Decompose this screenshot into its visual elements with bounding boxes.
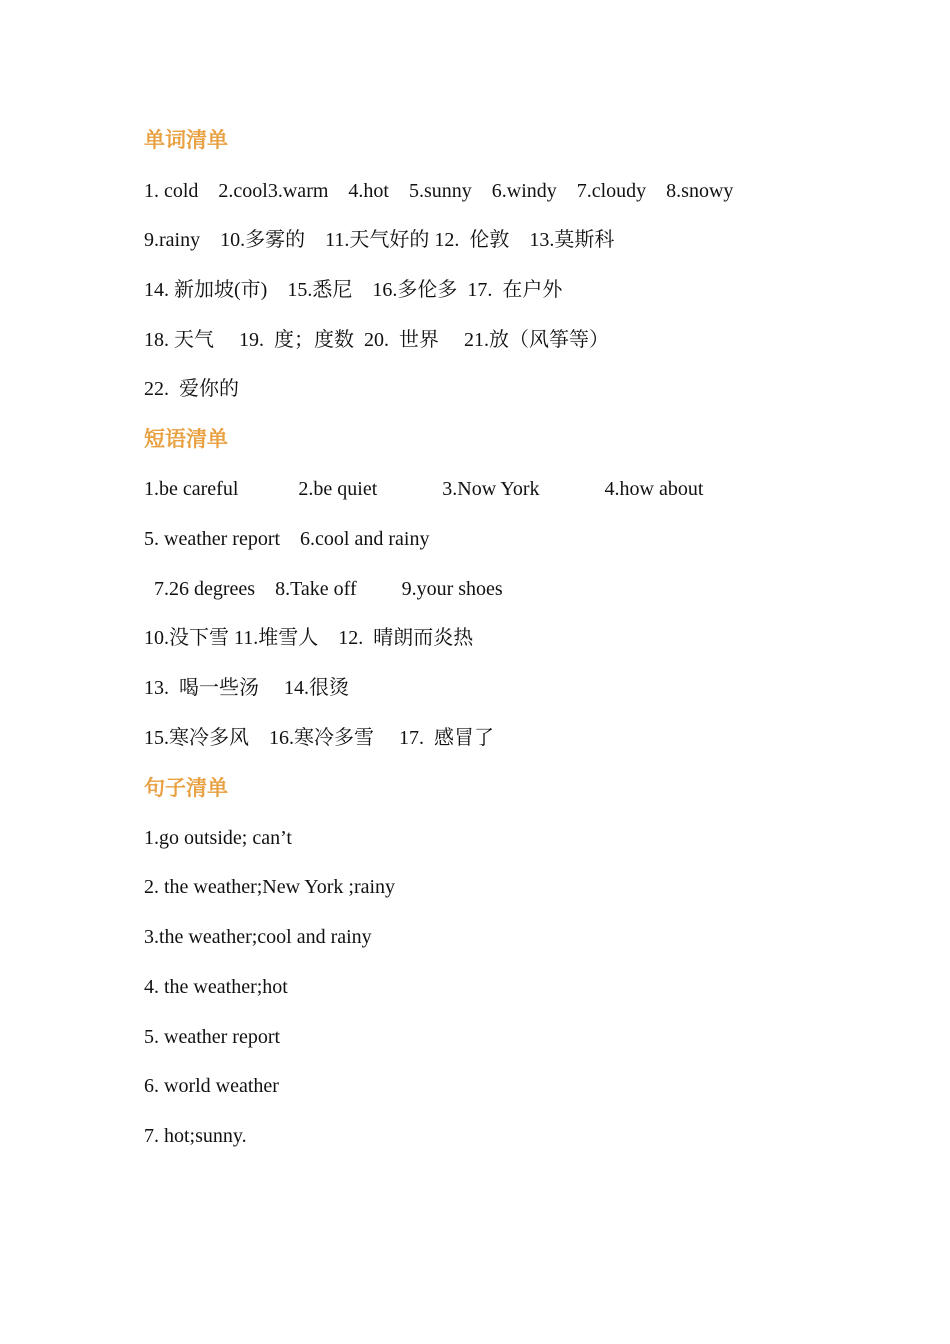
phrases-section-title: 短语清单 [144,427,228,451]
words-line-1: 1. cold 2.cool3.warm 4.hot 5.sunny 6.windy 7.cloudy 8.snowy [144,180,734,202]
phrases-line-4: 10.没下雪 11.堆雪人 12. 晴朗而炎热 [144,627,474,649]
words-line-2: 9.rainy 10.多雾的 11.天气好的 12. 伦敦 13.莫斯科 [144,229,615,251]
words-line-3: 14. 新加坡(市) 15.悉尼 16.多伦多 17. 在户外 [144,279,563,301]
sentences-line-5: 5. weather report [144,1026,281,1048]
phrases-line-2: 5. weather report 6.cool and rainy [144,528,430,550]
sentences-line-4: 4. the weather;hot [144,976,288,998]
sentences-line-7: 7. hot;sunny. [144,1125,247,1147]
phrases-line-5: 13. 喝一些汤 14.很烫 [144,677,349,699]
sentences-line-6: 6. world weather [144,1075,279,1097]
sentences-section-title: 句子清单 [144,776,228,800]
sentences-line-1: 1.go outside; can’t [144,827,292,849]
phrases-line-1: 1.be careful 2.be quiet 3.Now York 4.how about [144,478,704,500]
words-section-title: 单词清单 [144,128,228,152]
words-line-5: 22. 爱你的 [144,378,239,400]
sentences-line-2: 2. the weather;New York ;rainy [144,876,396,898]
phrases-line-6: 15.寒冷多风 16.寒冷多雪 17. 感冒了 [144,727,494,749]
words-line-4: 18. 天气 19. 度；度数 20. 世界 21.放（风筝等） [144,329,609,351]
sentences-line-3: 3.the weather;cool and rainy [144,926,372,948]
phrases-line-3: 7.26 degrees 8.Take off 9.your shoes [144,578,503,600]
